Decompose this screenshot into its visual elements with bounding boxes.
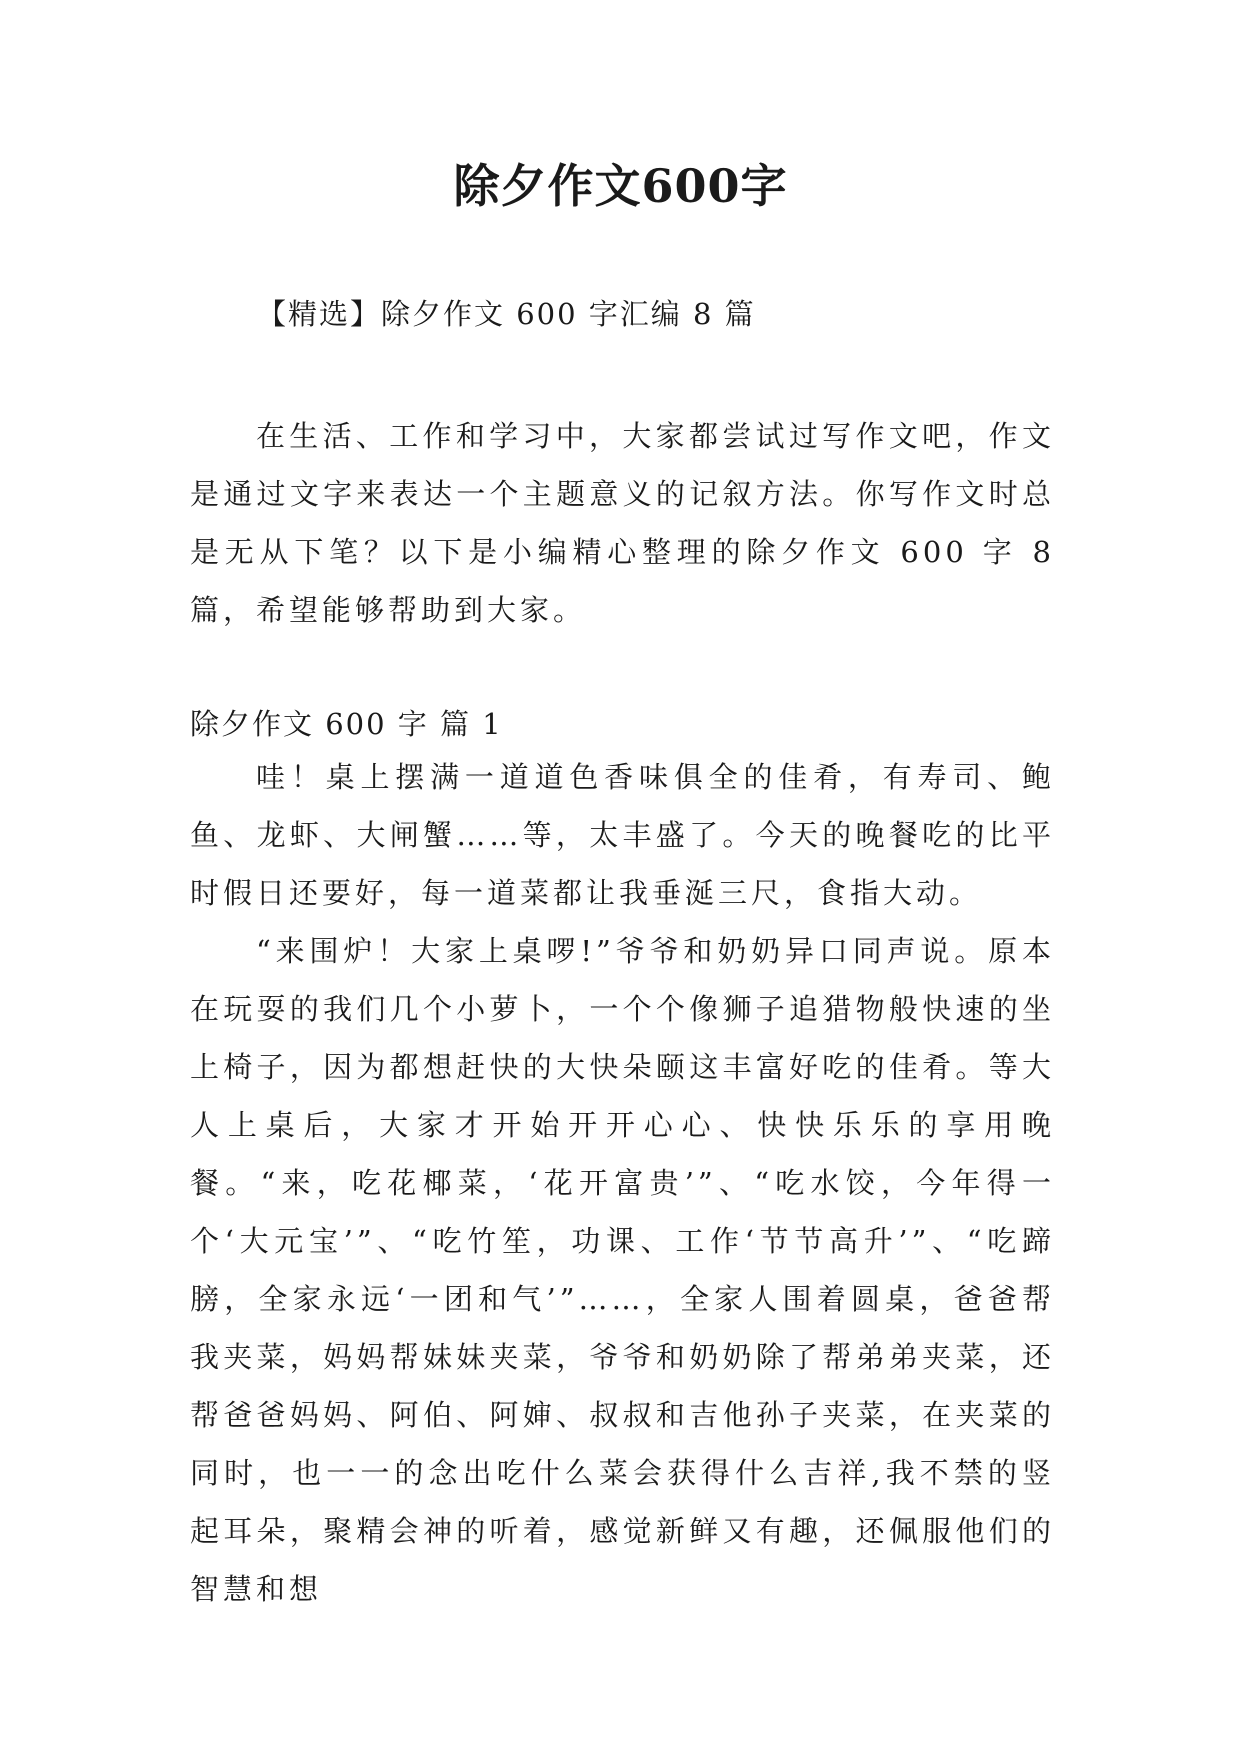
essay-paragraph-1: 哇！桌上摆满一道道色香味俱全的佳肴，有寿司、鲍鱼、龙虾、大闸蟹……等，太丰盛了。今天的晚餐吃的比平时假日还要好，每一道菜都让我垂涎三尺，食指大动。 [190, 760, 1055, 910]
section-heading: 除夕作文 600 字 篇 1 [190, 707, 503, 741]
intro-paragraph: 在生活、工作和学习中，大家都尝试过写作文吧，作文是通过文字来表达一个主题意义的记叙方法。你写作文时总是无从下笔？以下是小编精心整理的除夕作文 600 字 8 篇，希望能够帮助到大家。 [190, 419, 1055, 627]
essay-paragraph-2: “来围炉！大家上桌啰!”爷爷和奶奶异口同声说。原本在玩耍的我们几个小萝卜，一个个像狮子追猎物般快速的坐上椅子，因为都想赶快的大快朵颐这丰富好吃的佳肴。等大人上桌后，大家才开始开开心心、快快乐乐的享用晚餐。“来，吃花椰菜，‘花开富贵’”、“吃水饺，今年得一个‘大元宝’”、“吃竹笙，功课、工作‘节节高升’”、“吃蹄膀，全家永远‘一团和气’”……，全家人围着圆桌，爸爸帮我夹菜，妈妈帮妹妹夹菜，爷爷和奶奶除了帮弟弟夹菜，还帮爸爸妈妈、阿伯、阿婶、叔叔和吉他孙子夹菜，在夹菜的同时，也一一的念出吃什么菜会获得什么吉祥,我不禁的竖起耳朵，聚精会神的听着，感觉新鲜又有趣，还佩服他们的智慧和想 [190, 934, 1055, 1606]
document-subtitle: 【精选】除夕作文 600 字汇编 8 篇 [257, 297, 756, 331]
document-title: 除夕作文600字 [453, 159, 788, 213]
